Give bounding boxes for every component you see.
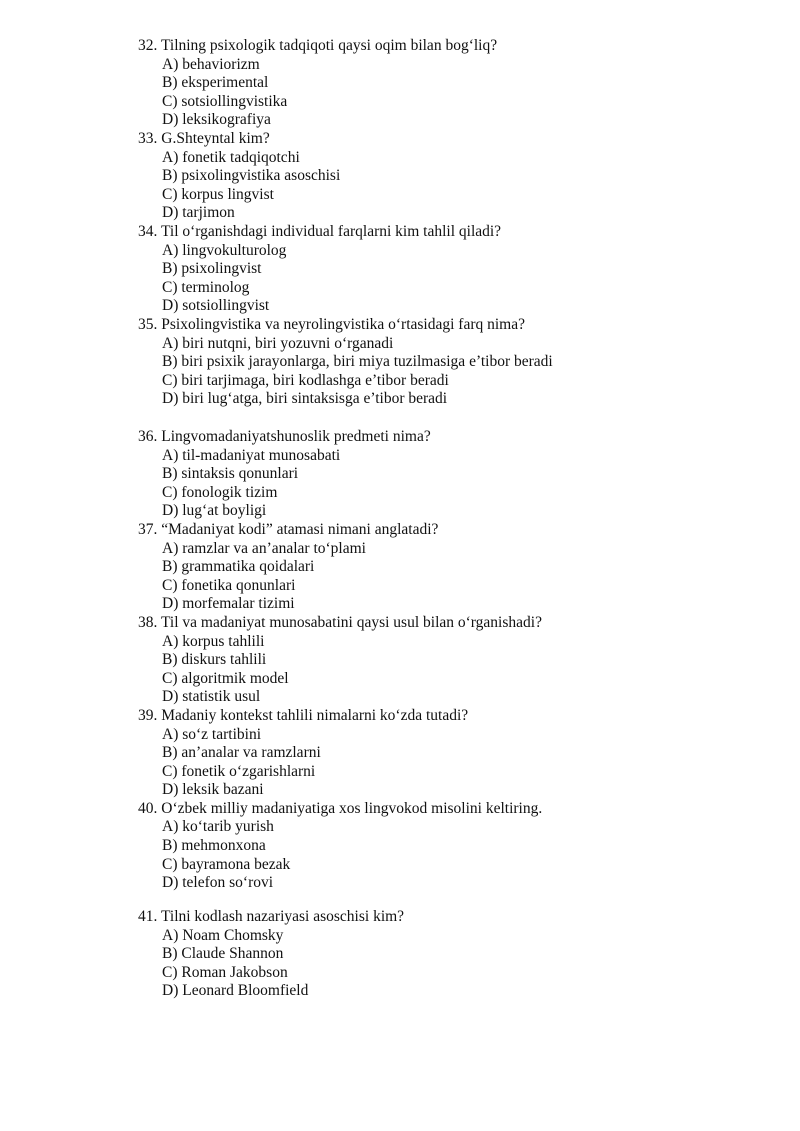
answer-option: D) leksikografiya	[162, 111, 271, 129]
answer-option: C) bayramona bezak	[162, 855, 291, 873]
answer-option: C) terminolog	[162, 278, 250, 296]
answer-option: C) algoritmik model	[162, 669, 289, 687]
answer-option: B) psixolingvist	[162, 260, 262, 278]
question-block	[0, 37, 800, 409]
question-text: 40. O‘zbek milliy madaniyatiga xos lingvokod misolini keltiring.	[138, 799, 543, 817]
question-text: 36. Lingvomadaniyatshunoslik predmeti nima?	[138, 428, 431, 445]
answer-option: C) fonetik o‘zgarishlarni	[162, 762, 316, 780]
answer-option: B) an’analar va ramzlarni	[162, 744, 321, 762]
answer-option: B) sintaksis qonunlari	[162, 465, 299, 483]
question-block	[0, 908, 800, 1001]
question-text: 41. Tilni kodlash nazariyasi asoschisi kim?	[138, 908, 405, 925]
answer-option: D) Leonard Bloomfield	[162, 982, 309, 1000]
answer-option: C) fonetika qonunlari	[162, 576, 296, 594]
answer-option: D) tarjimon	[162, 204, 235, 222]
question-text: 32. Tilning psixologik tadqiqoti qaysi oqim bilan bog‘liq?	[138, 37, 498, 54]
answer-option: A) so‘z tartibini	[162, 725, 262, 743]
question-text: 35. Psixolingvistika va neyrolingvistika o‘rtasidagi farq nima?	[138, 315, 526, 333]
answer-option: B) psixolingvistika asoschisi	[162, 167, 341, 185]
answer-option: B) grammatika qoidalari	[162, 558, 315, 576]
answer-option: B) Claude Shannon	[162, 945, 284, 963]
answer-option: C) fonologik tizim	[162, 483, 278, 501]
answer-option: A) til-madaniyat munosabati	[162, 446, 341, 464]
question-text: 37. “Madaniyat kodi” atamasi nimani anglatadi?	[138, 520, 439, 538]
answer-option: A) behaviorizm	[162, 55, 260, 73]
answer-option: D) leksik bazani	[162, 781, 264, 799]
question-text: 39. Madaniy kontekst tahlili nimalarni ko‘zda tutadi?	[138, 706, 469, 724]
answer-option: C) Roman Jakobson	[162, 963, 288, 981]
question-text: 38. Til va madaniyat munosabatini qaysi usul bilan o‘rganishadi?	[138, 613, 542, 631]
question-block	[0, 428, 800, 893]
answer-option: D) morfemalar tizimi	[162, 595, 295, 613]
answer-option: B) eksperimental	[162, 74, 269, 92]
answer-option: D) telefon so‘rovi	[162, 874, 274, 892]
answer-option: A) biri nutqni, biri yozuvni o‘rganadi	[162, 334, 394, 352]
question-text: 34. Til o‘rganishdagi individual farqlarni kim tahlil qiladi?	[138, 222, 502, 240]
answer-option: A) fonetik tadqiqotchi	[162, 148, 300, 166]
answer-option: D) sotsiollingvist	[162, 297, 270, 315]
answer-option: A) korpus tahlili	[162, 632, 265, 650]
answer-option: D) lug‘at boyligi	[162, 502, 267, 520]
answer-option: C) biri tarjimaga, biri kodlashga e’tibor beradi	[162, 371, 449, 389]
answer-option: D) statistik usul	[162, 688, 261, 706]
answer-option: B) mehmonxona	[162, 837, 266, 855]
question-text: 33. G.Shteyntal kim?	[138, 129, 270, 147]
answer-option: A) Noam Chomsky	[162, 926, 284, 944]
answer-option: C) sotsiollingvistika	[162, 92, 288, 110]
answer-option: B) diskurs tahlili	[162, 651, 267, 669]
answer-option: A) ramzlar va an’analar to‘plami	[162, 539, 366, 557]
answer-option: A) lingvokulturolog	[162, 241, 287, 259]
answer-option: C) korpus lingvist	[162, 185, 274, 203]
answer-option: B) biri psixik jarayonlarga, biri miya tuzilmasiga e’tibor beradi	[162, 353, 553, 371]
answer-option: D) biri lug‘atga, biri sintaksisga e’tibor beradi	[162, 390, 448, 408]
answer-option: A) ko‘tarib yurish	[162, 818, 274, 836]
